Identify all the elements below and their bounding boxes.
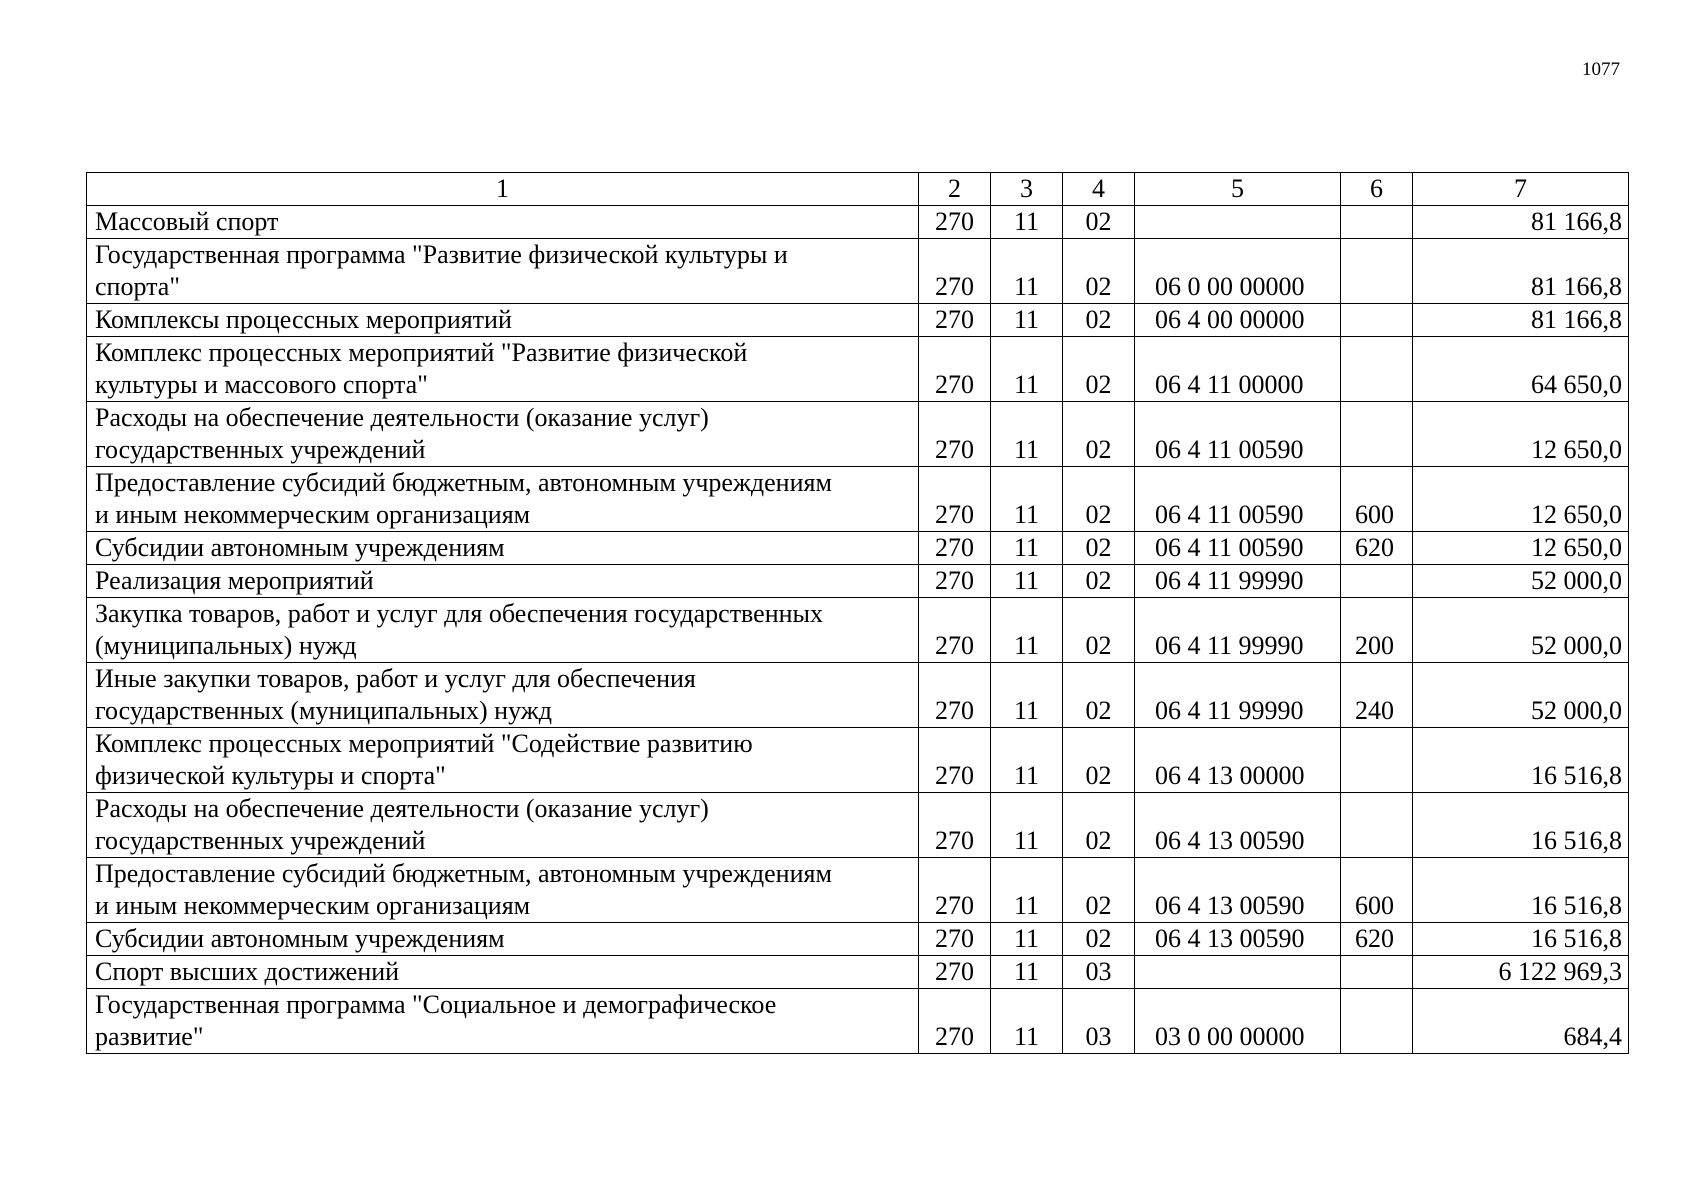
row-ved: 270 xyxy=(919,565,991,598)
row-pr: 02 xyxy=(1063,728,1135,793)
row-csr: 06 4 00 00000 xyxy=(1135,304,1341,337)
row-pr: 02 xyxy=(1063,402,1135,467)
row-vr xyxy=(1341,793,1413,858)
row-name: Комплекс процессных мероприятий "Содействие развитию физической культуры и спорта" xyxy=(87,728,919,793)
row-csr: 06 4 11 00000 xyxy=(1135,337,1341,402)
row-vr xyxy=(1341,728,1413,793)
row-vr xyxy=(1341,402,1413,467)
table-row xyxy=(87,858,1629,923)
row-name: Государственная программа "Развитие физической культуры и спорта" xyxy=(87,239,919,304)
row-ved: 270 xyxy=(919,663,991,728)
header-col-2: 2 xyxy=(919,173,991,206)
row-pr: 03 xyxy=(1063,989,1135,1054)
row-name: Спорт высших достижений xyxy=(87,956,919,989)
row-csr: 06 4 13 00590 xyxy=(1135,793,1341,858)
row-rz: 11 xyxy=(991,923,1063,956)
row-ved: 270 xyxy=(919,989,991,1054)
row-pr: 02 xyxy=(1063,858,1135,923)
row-ved: 270 xyxy=(919,923,991,956)
row-csr: 06 4 11 99990 xyxy=(1135,663,1341,728)
row-vr xyxy=(1341,565,1413,598)
row-csr xyxy=(1135,206,1341,239)
row-vr xyxy=(1341,206,1413,239)
row-vr: 620 xyxy=(1341,923,1413,956)
header-row xyxy=(87,173,1629,206)
table-row xyxy=(87,923,1629,956)
row-vr: 200 xyxy=(1341,598,1413,663)
row-name: Субсидии автономным учреждениям xyxy=(87,532,919,565)
row-ved: 270 xyxy=(919,402,991,467)
row-csr: 06 4 13 00590 xyxy=(1135,858,1341,923)
table-row xyxy=(87,402,1629,467)
row-rz: 11 xyxy=(991,793,1063,858)
row-vr xyxy=(1341,956,1413,989)
table-row xyxy=(87,956,1629,989)
table-row xyxy=(87,239,1629,304)
row-pr: 02 xyxy=(1063,304,1135,337)
row-csr: 03 0 00 00000 xyxy=(1135,989,1341,1054)
row-csr: 06 4 11 00590 xyxy=(1135,467,1341,532)
row-ved: 270 xyxy=(919,239,991,304)
row-name: Субсидии автономным учреждениям xyxy=(87,923,919,956)
row-rz: 11 xyxy=(991,239,1063,304)
row-amount: 52 000,0 xyxy=(1413,598,1629,663)
table-row xyxy=(87,467,1629,532)
row-rz: 11 xyxy=(991,206,1063,239)
row-rz: 11 xyxy=(991,532,1063,565)
row-rz: 11 xyxy=(991,402,1063,467)
row-rz: 11 xyxy=(991,304,1063,337)
table-row xyxy=(87,532,1629,565)
row-ved: 270 xyxy=(919,206,991,239)
row-amount: 81 166,8 xyxy=(1413,304,1629,337)
header-col-1: 1 xyxy=(87,173,919,206)
row-rz: 11 xyxy=(991,728,1063,793)
row-name: Комплексы процессных мероприятий xyxy=(87,304,919,337)
row-pr: 02 xyxy=(1063,663,1135,728)
row-vr xyxy=(1341,239,1413,304)
row-csr: 06 4 11 99990 xyxy=(1135,565,1341,598)
row-rz: 11 xyxy=(991,663,1063,728)
row-pr: 02 xyxy=(1063,337,1135,402)
row-amount: 12 650,0 xyxy=(1413,532,1629,565)
row-pr: 02 xyxy=(1063,239,1135,304)
row-vr xyxy=(1341,304,1413,337)
row-ved: 270 xyxy=(919,532,991,565)
row-rz: 11 xyxy=(991,858,1063,923)
row-vr: 600 xyxy=(1341,858,1413,923)
row-csr: 06 4 11 99990 xyxy=(1135,598,1341,663)
row-csr: 06 4 11 00590 xyxy=(1135,402,1341,467)
row-ved: 270 xyxy=(919,304,991,337)
row-amount: 81 166,8 xyxy=(1413,206,1629,239)
row-csr: 06 0 00 00000 xyxy=(1135,239,1341,304)
row-rz: 11 xyxy=(991,565,1063,598)
row-name: Реализация мероприятий xyxy=(87,565,919,598)
table-row xyxy=(87,663,1629,728)
row-vr xyxy=(1341,989,1413,1054)
row-rz: 11 xyxy=(991,989,1063,1054)
row-amount: 16 516,8 xyxy=(1413,858,1629,923)
row-vr: 600 xyxy=(1341,467,1413,532)
row-name: Предоставление субсидий бюджетным, автономным учреждениям и иным некоммерческим организациям xyxy=(87,858,919,923)
row-amount: 81 166,8 xyxy=(1413,239,1629,304)
row-amount: 16 516,8 xyxy=(1413,728,1629,793)
row-csr: 06 4 11 00590 xyxy=(1135,532,1341,565)
row-vr: 240 xyxy=(1341,663,1413,728)
table-row xyxy=(87,989,1629,1054)
page-number: 1077 xyxy=(1582,59,1620,80)
row-rz: 11 xyxy=(991,467,1063,532)
row-pr: 02 xyxy=(1063,598,1135,663)
row-name: Предоставление субсидий бюджетным, автономным учреждениям и иным некоммерческим организациям xyxy=(87,467,919,532)
header-col-3: 3 xyxy=(991,173,1063,206)
row-ved: 270 xyxy=(919,956,991,989)
row-pr: 02 xyxy=(1063,467,1135,532)
row-name: Расходы на обеспечение деятельности (оказание услуг) государственных учреждений xyxy=(87,793,919,858)
row-amount: 16 516,8 xyxy=(1413,923,1629,956)
row-rz: 11 xyxy=(991,598,1063,663)
table-row xyxy=(87,728,1629,793)
row-name: Закупка товаров, работ и услуг для обеспечения государственных (муниципальных) нужд xyxy=(87,598,919,663)
row-vr: 620 xyxy=(1341,532,1413,565)
table-row xyxy=(87,793,1629,858)
row-amount: 6 122 969,3 xyxy=(1413,956,1629,989)
header-col-7: 7 xyxy=(1413,173,1629,206)
row-ved: 270 xyxy=(919,337,991,402)
table-row xyxy=(87,337,1629,402)
row-name: Государственная программа "Социальное и демографическое развитие" xyxy=(87,989,919,1054)
row-ved: 270 xyxy=(919,467,991,532)
row-pr: 02 xyxy=(1063,923,1135,956)
row-ved: 270 xyxy=(919,728,991,793)
row-pr: 03 xyxy=(1063,956,1135,989)
row-amount: 12 650,0 xyxy=(1413,402,1629,467)
row-name: Комплекс процессных мероприятий "Развитие физической культуры и массового спорта" xyxy=(87,337,919,402)
row-amount: 64 650,0 xyxy=(1413,337,1629,402)
row-csr xyxy=(1135,956,1341,989)
row-amount: 52 000,0 xyxy=(1413,663,1629,728)
row-amount: 12 650,0 xyxy=(1413,467,1629,532)
header-col-4: 4 xyxy=(1063,173,1135,206)
header-col-6: 6 xyxy=(1341,173,1413,206)
row-pr: 02 xyxy=(1063,565,1135,598)
table-row xyxy=(87,598,1629,663)
row-amount: 52 000,0 xyxy=(1413,565,1629,598)
row-pr: 02 xyxy=(1063,206,1135,239)
table-row xyxy=(87,206,1629,239)
row-name: Массовый спорт xyxy=(87,206,919,239)
table-row xyxy=(87,565,1629,598)
row-name: Иные закупки товаров, работ и услуг для обеспечения государственных (муниципальных) нужд xyxy=(87,663,919,728)
row-rz: 11 xyxy=(991,337,1063,402)
row-name: Расходы на обеспечение деятельности (оказание услуг) государственных учреждений xyxy=(87,402,919,467)
table-row xyxy=(87,304,1629,337)
row-csr: 06 4 13 00590 xyxy=(1135,923,1341,956)
row-ved: 270 xyxy=(919,793,991,858)
row-rz: 11 xyxy=(991,956,1063,989)
row-ved: 270 xyxy=(919,858,991,923)
row-csr: 06 4 13 00000 xyxy=(1135,728,1341,793)
budget-table xyxy=(86,172,1629,1054)
row-ved: 270 xyxy=(919,598,991,663)
header-col-5: 5 xyxy=(1135,173,1341,206)
row-pr: 02 xyxy=(1063,793,1135,858)
row-amount: 684,4 xyxy=(1413,989,1629,1054)
row-pr: 02 xyxy=(1063,532,1135,565)
row-vr xyxy=(1341,337,1413,402)
row-amount: 16 516,8 xyxy=(1413,793,1629,858)
